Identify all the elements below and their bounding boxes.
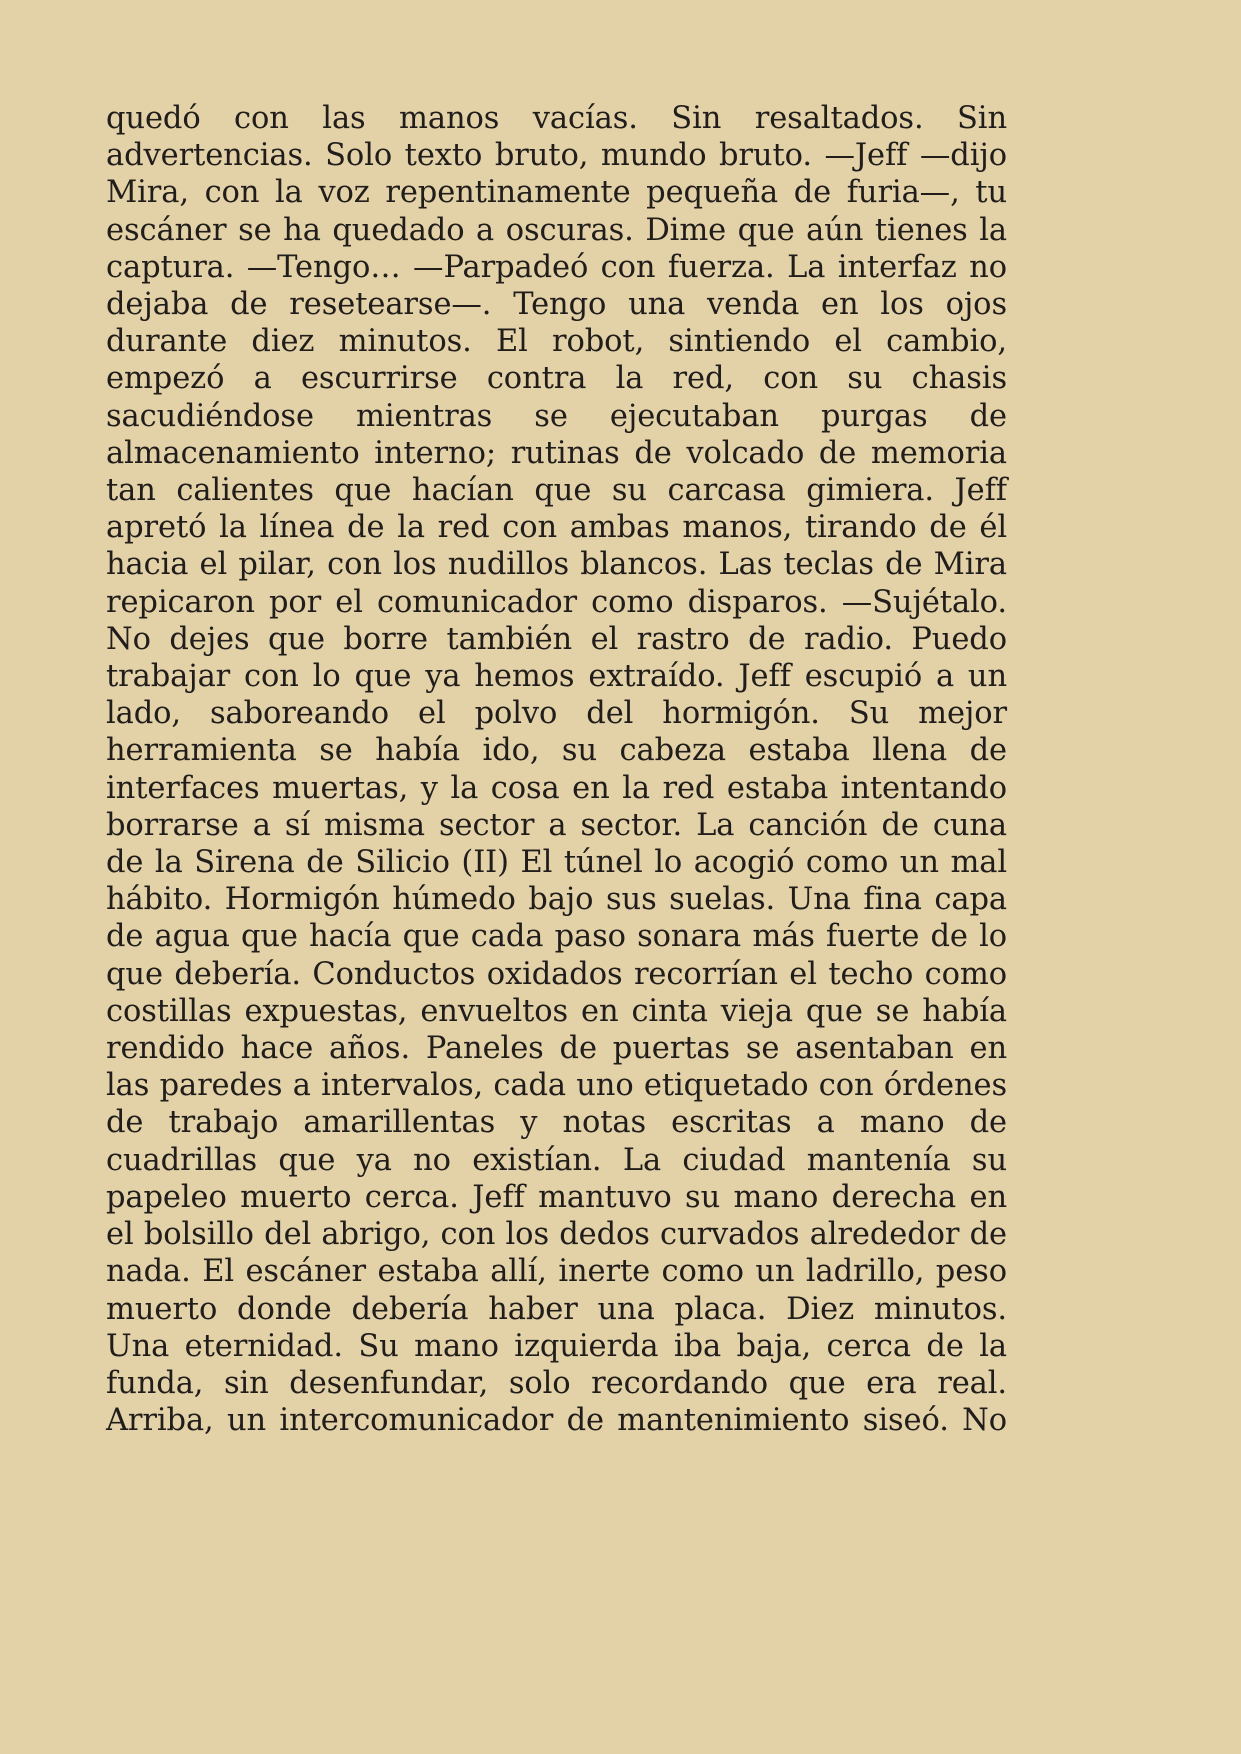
text-column <box>106 100 1007 1477</box>
body-paragraph: quedó con las manos vacías. Sin resaltados. Sin advertencias. Solo texto bruto, mundo bruto. —Jeff —dijo Mira, con la voz repentinamente pequeña de furia—, tu escáner se ha quedado a oscuras. Dime que aún tienes la captura. —Tengo… —Parpadeó con fuerza. La interfaz no dejaba de resetearse—. Tengo una venda en los ojos durante diez minutos. El robot, sintiendo el cambio, empezó a escurrirse contra la red, con su chasis sacudiéndose mientras se ejecutaban purgas de almacenamiento interno; rutinas de volcado de memoria tan calientes que hacían que su carcasa gimiera. Jeff apretó la línea de la red con ambas manos, tirando de él hacia el pilar, con los nudillos blancos. Las teclas de Mira repicaron por el comunicador como disparos. —Sujétalo. No dejes que borre también el rastro de radio. Puedo trabajar con lo que ya hemos extraído. Jeff escupió a un lado, saboreando el polvo del hormigón. Su mejor herramienta se había ido, su cabeza estaba llena de interfaces muertas, y la cosa en la red estaba intentando borrarse a sí misma sector a sector. La canción de cuna de la Sirena de Silicio (II) El túnel lo acogió como un mal hábito. Hormigón húmedo bajo sus suelas. Una fina capa de agua que hacía que cada paso sonara más fuerte de lo que debería. Conductos oxidados recorrían el techo como costillas expuestas, envueltos en cinta vieja que se había rendido hace años. Paneles de puertas se asentaban en las paredes a intervalos, cada uno etiquetado con órdenes de trabajo amarillentas y notas escritas a mano de cuadrillas que ya no existían. La ciudad mantenía su papeleo muerto cerca. Jeff mantuvo su mano derecha en el bolsillo del abrigo, con los dedos curvados alrededor de nada. El escáner estaba allí, inerte como un ladrillo, peso muerto donde debería haber una placa. Diez minutos. Una eternidad. Su mano izquierda iba baja, cerca de la funda, sin desenfundar, solo recordando que era real. Arriba, un intercomunicador de mantenimiento siseó. No <box>106 101 1007 1439</box>
